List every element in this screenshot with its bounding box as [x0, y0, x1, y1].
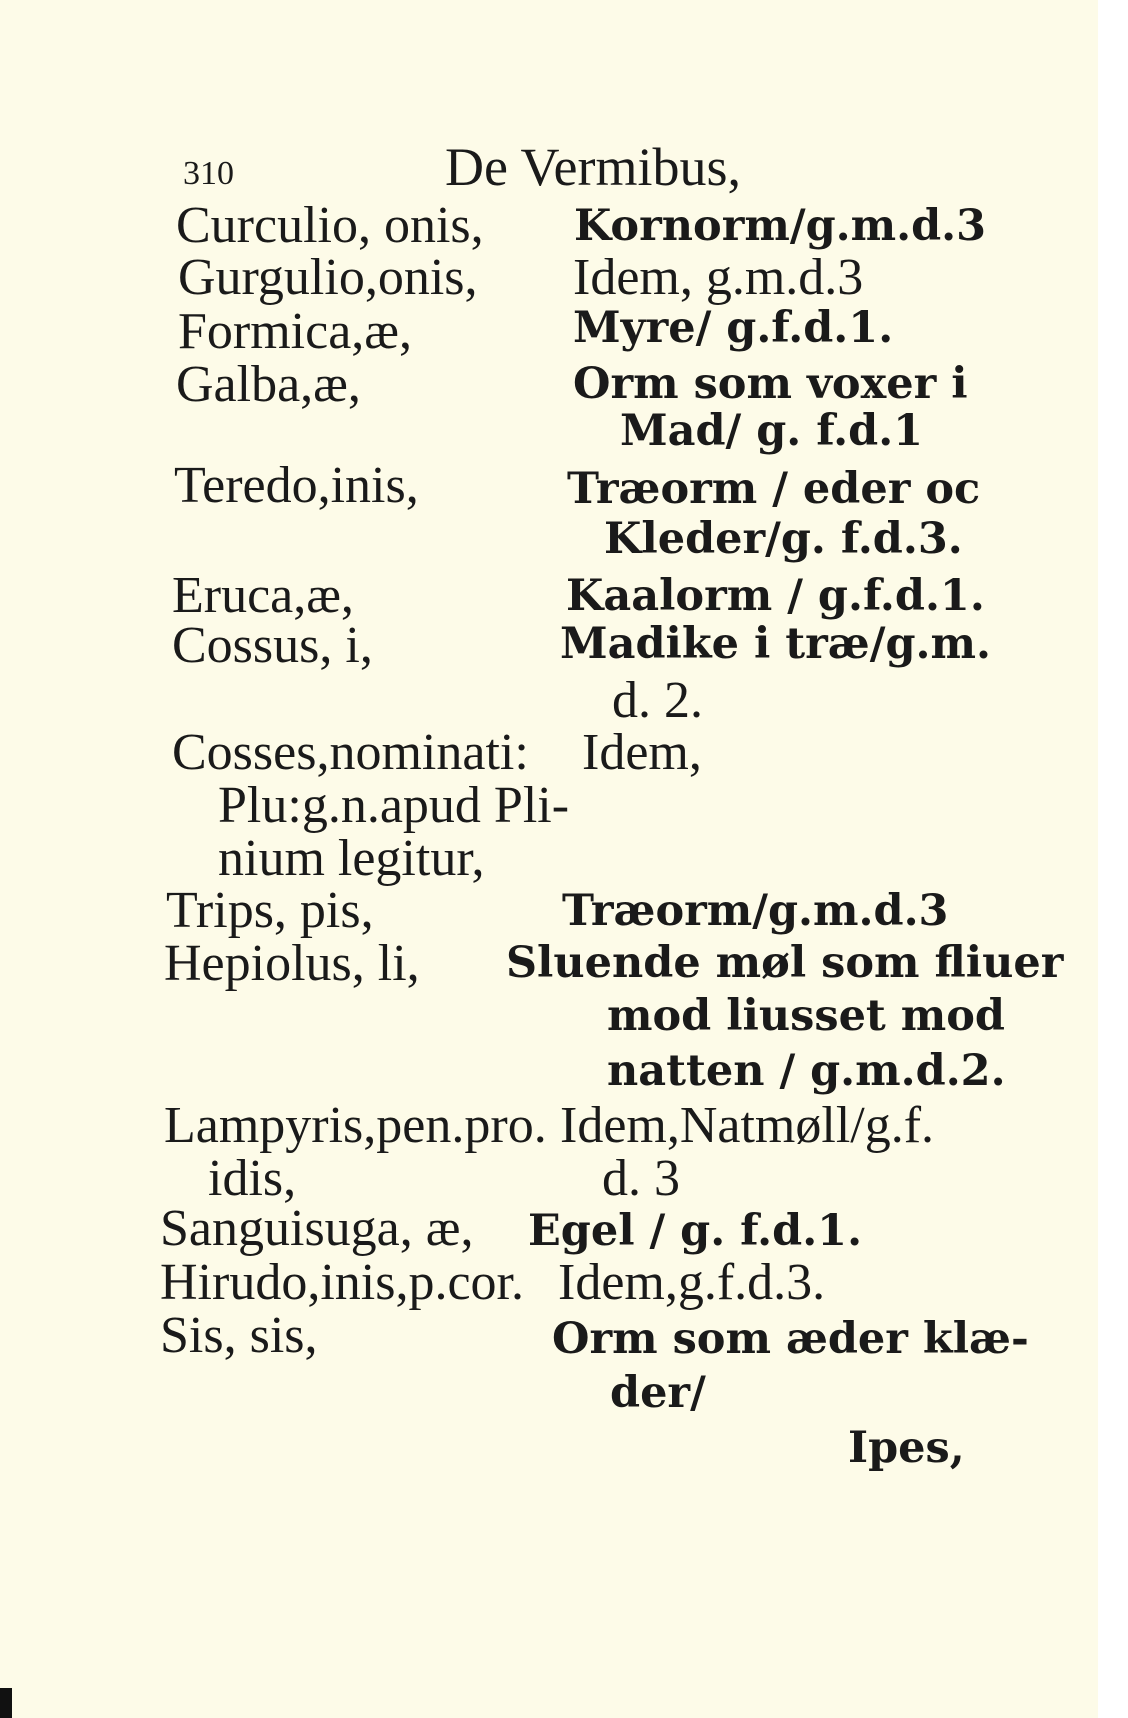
latin-term-cont: idis, — [208, 1150, 297, 1207]
danish-gloss-cont: Mad/ g. f.d.1 — [620, 406, 924, 456]
danish-gloss: Idem,g.f.d.3. — [558, 1254, 826, 1311]
latin-term-cont: nium legitur, — [218, 830, 485, 887]
latin-term: Galba,æ, — [176, 356, 361, 413]
latin-term: Trips, pis, — [166, 882, 374, 939]
danish-gloss: Idem,Natmøll/g.f. — [560, 1097, 935, 1154]
danish-gloss-cont: natten / g.m.d.2. — [607, 1046, 1006, 1096]
catchword: Ipes, — [848, 1423, 965, 1473]
danish-gloss: Sluende møl som fliuer — [506, 938, 1064, 988]
danish-gloss-cont: Kleder/g. f.d.3. — [604, 514, 963, 564]
danish-gloss: Kornorm/g.m.d.3 — [574, 201, 987, 251]
page-number: 310 — [183, 155, 234, 192]
latin-term: Sis, sis, — [160, 1307, 318, 1364]
latin-term: Hepiolus, li, — [164, 935, 420, 992]
danish-gloss-cont: mod liusset mod — [607, 991, 1006, 1041]
scan-margin — [1098, 0, 1128, 1718]
danish-gloss: Myre/ g.f.d.1. — [573, 303, 894, 353]
latin-term: Hirudo,inis,p.cor. — [160, 1254, 524, 1311]
danish-gloss: Idem, g.m.d.3 — [573, 249, 864, 306]
latin-term: Cossus, i, — [172, 617, 373, 674]
latin-term: Cosses,nominati: — [172, 724, 529, 781]
danish-gloss-cont: d. 2. — [612, 672, 703, 729]
danish-gloss-cont: d. 3 — [602, 1150, 680, 1207]
danish-gloss: Idem, — [582, 724, 702, 781]
danish-gloss-cont: der/ — [610, 1368, 706, 1418]
danish-gloss: Træorm/g.m.d.3 — [562, 886, 949, 936]
latin-term: Teredo,inis, — [174, 457, 419, 514]
latin-term: Formica,æ, — [178, 303, 412, 360]
scan-edge-mark — [0, 1688, 12, 1718]
danish-gloss: Orm som voxer i — [573, 359, 968, 409]
latin-term-cont: Plu:g.n.apud Pli- — [218, 777, 570, 834]
danish-gloss: Træorm / eder oc — [567, 464, 981, 514]
latin-term: Lampyris,pen.pro. — [164, 1097, 547, 1154]
latin-term: Sanguisuga, æ, — [160, 1200, 474, 1257]
danish-gloss: Egel / g. f.d.1. — [528, 1206, 863, 1256]
latin-term: Eruca,æ, — [172, 567, 354, 624]
danish-gloss: Kaalorm / g.f.d.1. — [566, 571, 985, 621]
latin-term: Curculio, onis, — [176, 197, 484, 254]
latin-term: Gurgulio,onis, — [178, 249, 478, 306]
danish-gloss: Orm som æder klæ- — [552, 1314, 1029, 1364]
page-title: De Vermibus, — [445, 137, 741, 197]
danish-gloss: Madike i træ/g.m. — [560, 619, 991, 669]
